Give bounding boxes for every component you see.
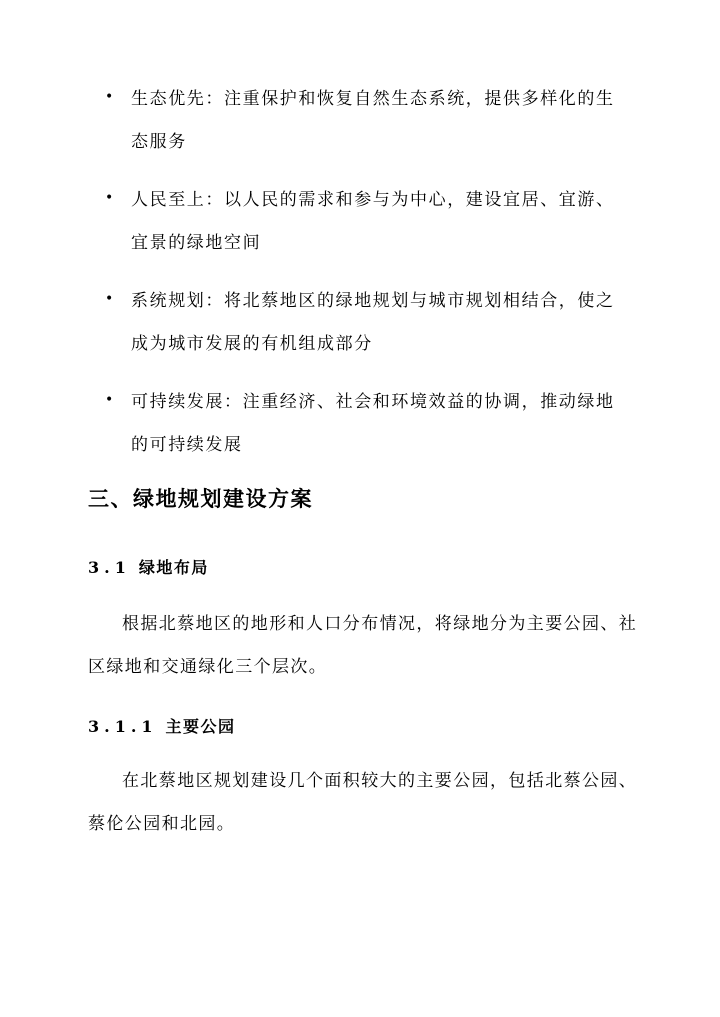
- list-item: [0, 280, 720, 381]
- section-heading: 三、绿地规划建设方案: [88, 486, 313, 511]
- list-item: [0, 381, 720, 482]
- subsection-title: 主要公园: [165, 717, 236, 736]
- subsection-number: 3.1: [88, 558, 131, 577]
- principle-text: 生态优先：注重保护和恢复自然生态系统，提供多样化的生态服务: [131, 89, 615, 152]
- bullet-icon: •: [105, 392, 114, 408]
- principle-text: 可持续发展：注重经济、社会和环境效益的协调，推动绿地的可持续发展: [131, 392, 615, 455]
- subsection-heading: [88, 555, 209, 578]
- principle-text: 人民至上：以人民的需求和参与为中心，建设宜居、宜游、宜景的绿地空间: [131, 190, 615, 253]
- subsection-number: 3.1.1: [88, 717, 158, 736]
- principle-text: 系统规划：将北蔡地区的绿地规划与城市规划相结合，使之成为城市发展的有机组成部分: [131, 291, 615, 354]
- body-paragraph: 根据北蔡地区的地形和人口分布情况，将绿地分为主要公园、社区绿地和交通绿化三个层次。: [88, 614, 638, 677]
- bullet-icon: •: [105, 89, 114, 105]
- bullet-icon: •: [105, 190, 114, 206]
- subsection-heading: [88, 714, 236, 737]
- bullet-icon: •: [105, 291, 114, 307]
- principles-list: [0, 78, 720, 482]
- body-paragraph: 在北蔡地区规划建设几个面积较大的主要公园，包括北蔡公园、蔡伦公园和北园。: [88, 771, 638, 834]
- list-item: [0, 179, 720, 280]
- subsection-title: 绿地布局: [138, 558, 209, 577]
- list-item: [0, 78, 720, 179]
